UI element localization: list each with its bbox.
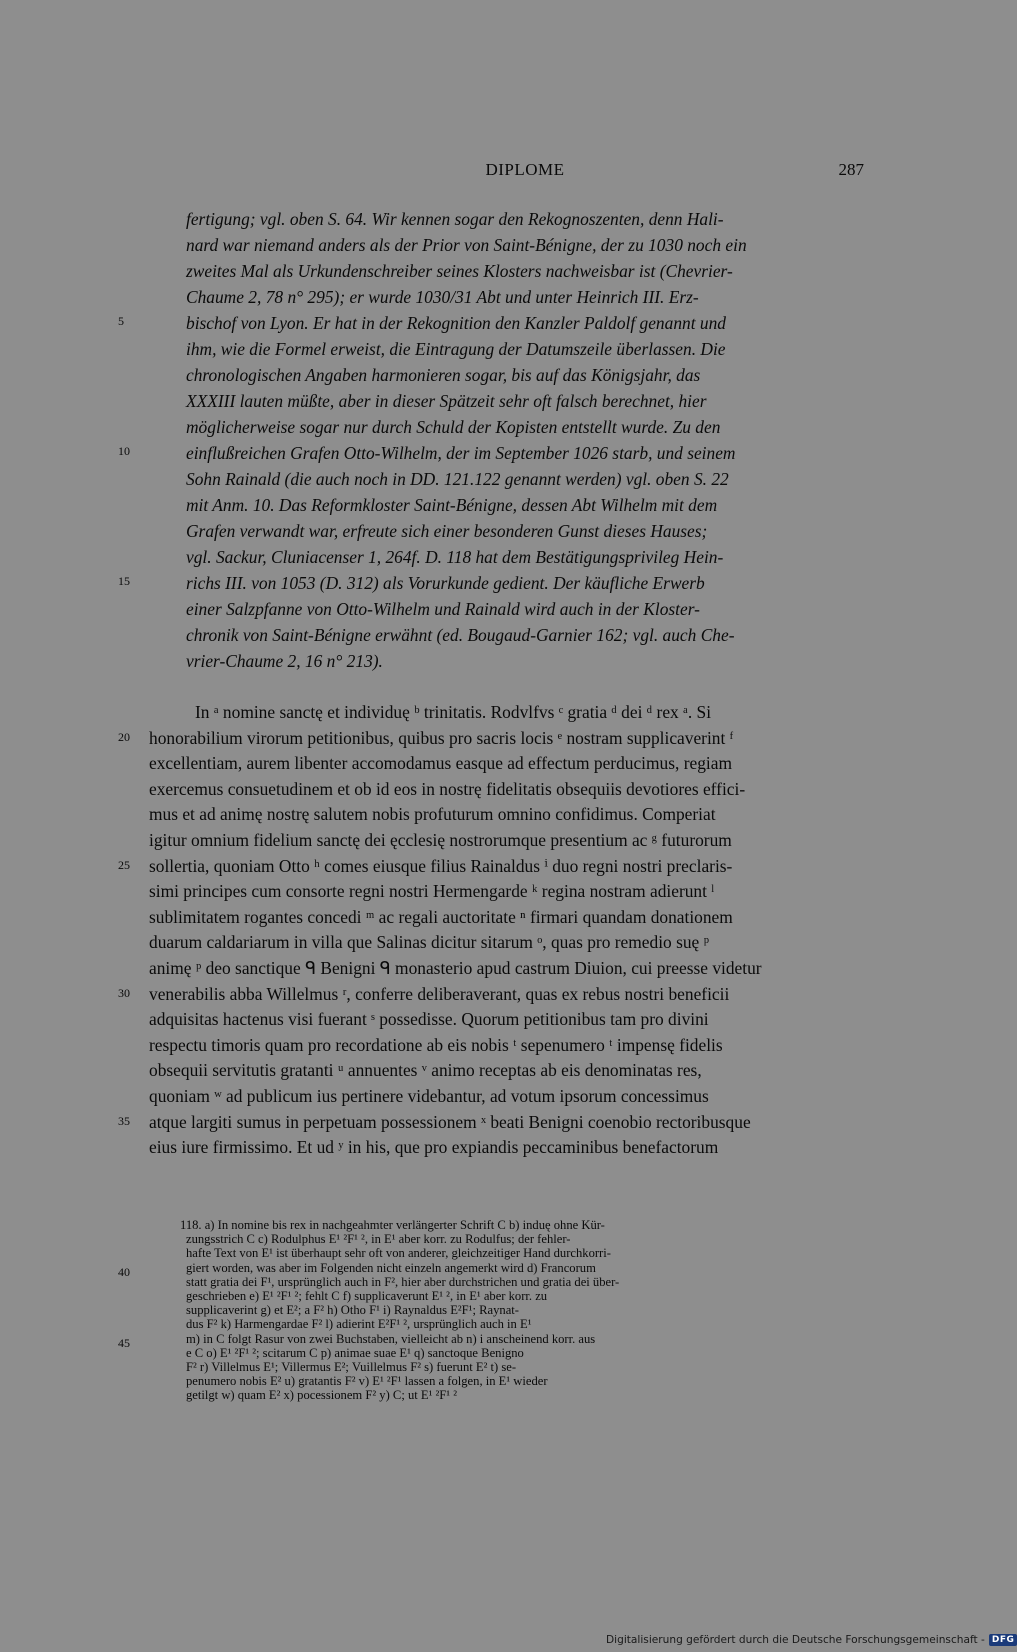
notes-line: geschrieben e) E¹ ²F¹ ²; fehlt C f) supplicaverunt E¹ ², in E¹ aber korr. zu (186, 1289, 548, 1304)
page-number: 287 (838, 160, 864, 179)
notes-line: F² r) Villelmus E¹; Villermus E²; Vuillelmus F² s) fuerunt E² t) se- (186, 1360, 517, 1375)
charter-line: adquisitas hactenus visi fuerant ˢ possedisse. Quorum petitionibus tam pro divini (149, 1009, 709, 1030)
commentary-line: fertigung; vgl. oben S. 64. Wir kennen sogar den Rekognoszenten, denn Hali- (186, 209, 724, 229)
notes-line: penumero nobis E² u) gratantis F² v) E¹ ²F¹ lassen a folgen, in E¹ wieder (186, 1374, 548, 1389)
charter-line: sollertia, quoniam Otto ʰ comes eiusque filius Rainaldus ⁱ duo regni nostri preclaris- (149, 855, 733, 876)
notes-line: dus F² k) Harmengardae F² l) adierint E²F¹ ², ursprünglich auch in E¹ (186, 1317, 532, 1332)
commentary-line: einer Salzpfanne von Otto-Wilhelm und Rainald wird auch in der Kloster- (186, 599, 700, 619)
digitization-footer (606, 1632, 1017, 1648)
line-number: 10 (118, 444, 130, 458)
charter-line: In ᵃ nomine sanctę et individuę ᵇ trinitatis. Rodvlfvs ᶜ gratia ᵈ dei ᵈ rex ᵃ. Si (195, 702, 712, 722)
dfg-logo-icon: DFG (989, 1634, 1017, 1646)
commentary-line: richs III. von 1053 (D. 312) als Vorurkunde gedient. Der käufliche Erwerb (186, 573, 705, 593)
charter-line: animę ᵖ deo sanctique ᑫ Benigni ᑫ monasterio apud castrum Diuion, cui preesse videtur (149, 957, 762, 978)
charter-line: quoniam ʷ ad publicum ius pertinere videbantur, ad votum ipsorum concessimus (149, 1085, 709, 1106)
line-number: 25 (118, 857, 130, 872)
commentary-line: möglicherweise sogar nur durch Schuld der Kopisten entstellt wurde. Zu den (186, 417, 721, 437)
critical-apparatus (180, 1218, 864, 1403)
footer-text: Digitalisierung gefördert durch die Deutsche Forschungsgemeinschaft - (606, 1634, 985, 1646)
charter-line: igitur omnium fidelium sanctę dei ęcclesię nostrorumque presentium ac ᵍ futurorum (149, 829, 732, 850)
line-number: 20 (118, 729, 130, 744)
charter-text (149, 700, 864, 1161)
notes-line: giert worden, was aber im Folgenden nicht einzeln angemerkt wird d) Francorum (186, 1260, 596, 1275)
running-title: DIPLOME (485, 160, 565, 179)
charter-line: eius iure firmissimo. Et ud ʸ in his, que pro expiandis peccaminibus benefactorum (149, 1137, 719, 1158)
commentary-line: einflußreichen Grafen Otto-Wilhelm, der im September 1026 starb, und seinem (186, 443, 736, 463)
charter-line: excellentiam, aurem libenter accomodamus easque ad effectum perducimus, regiam (149, 753, 732, 774)
commentary-text (186, 206, 864, 674)
charter-line: honorabilium virorum petitionibus, quibus pro sacris locis ᵉ nostram supplicaverint ᶠ (149, 727, 734, 748)
commentary-line: Chaume 2, 78 n° 295); er wurde 1030/31 Abt und unter Heinrich III. Erz- (186, 287, 699, 307)
line-number: 40 (118, 1264, 130, 1279)
charter-line: respectu timoris quam pro recordatione ab eis nobis ᵗ sepenumero ᵗ impensę fidelis (149, 1034, 723, 1055)
commentary-line: vgl. Sackur, Cluniacenser 1, 264f. D. 118 hat dem Bestätigungsprivileg Hein- (186, 547, 724, 567)
notes-line: 118. a) In nomine bis rex in nachgeahmter verlängerter Schrift C b) induę ohne Kür- (180, 1218, 605, 1232)
notes-line: e C o) E¹ ²F¹ ²; scitarum C p) animae suae E¹ q) sanctoque Benigno (186, 1345, 524, 1360)
commentary-line: chronik von Saint-Bénigne erwähnt (ed. Bougaud-Garnier 162; vgl. auch Che- (186, 625, 735, 645)
line-number: 5 (118, 314, 124, 328)
charter-line: atque largiti sumus in perpetuam possessionem ˣ beati Benigni coenobio rectoribusque (149, 1111, 751, 1132)
commentary-line: bischof von Lyon. Er hat in der Rekognition den Kanzler Paldolf genannt und (186, 313, 726, 333)
charter-line: mus et ad animę nostrę salutem nobis profuturum omnino confidimus. Comperiat (149, 804, 716, 825)
charter-line: venerabilis abba Willelmus ʳ, conferre deliberaverant, quas ex rebus nostri beneficii (149, 983, 730, 1004)
notes-line: m) in C folgt Rasur von zwei Buchstaben, vielleicht ab n) i anscheinend korr. aus (186, 1331, 596, 1346)
commentary-line: zweites Mal als Urkundenschreiber seines Klosters nachweisbar ist (Chevrier- (186, 261, 733, 281)
line-number: 30 (118, 985, 130, 1000)
charter-line: exercemus consuetudinem et ob id eos in nostrę fidelitatis obsequiis devotiores effici- (149, 778, 746, 799)
line-number: 35 (118, 1113, 130, 1128)
commentary-line: ihm, wie die Formel erweist, die Eintragung der Datumszeile überlassen. Die (186, 339, 726, 359)
notes-line: supplicaverint g) et E²; a F² h) Otho F¹ i) Raynaldus E²F¹; Raynat- (186, 1303, 519, 1318)
commentary-line: chronologischen Angaben harmonieren sogar, bis auf das Königsjahr, das (186, 365, 701, 385)
commentary-line: Grafen verwandt war, erfreute sich einer besonderen Gunst dieses Hauses; (186, 521, 708, 541)
line-number: 45 (118, 1335, 130, 1350)
commentary-line: vrier-Chaume 2, 16 n° 213). (186, 651, 383, 671)
charter-line: duarum caldariarum in villa que Salinas dicitur sitarum ᵒ, quas pro remedio suę ᵖ (149, 932, 710, 953)
notes-line: hafte Text von E¹ ist überhaupt sehr oft von anderer, gleichzeitiger Hand durchkorri- (186, 1246, 611, 1261)
commentary-line: XXXIII lauten müßte, aber in dieser Spätzeit sehr oft falsch berechnet, hier (186, 391, 707, 411)
charter-line: simi principes cum consorte regni nostri Hermengarde ᵏ regina nostram adierunt ˡ (149, 881, 715, 902)
commentary-line: mit Anm. 10. Das Reformkloster Saint-Bénigne, dessen Abt Wilhelm mit dem (186, 495, 718, 515)
commentary-line: Sohn Rainald (die auch noch in DD. 121.122 genannt werden) vgl. oben S. 22 (186, 469, 729, 489)
running-header (186, 160, 864, 186)
notes-line: getilgt w) quam E² x) pocessionem F² y) C; ut E¹ ²F¹ ² (186, 1388, 458, 1403)
commentary-line: nard war niemand anders als der Prior von Saint-Bénigne, der zu 1030 noch ein (186, 235, 747, 255)
charter-line: obsequii servitutis gratanti ᵘ annuentes ᵛ animo receptas ab eis denominatas res, (149, 1060, 702, 1081)
notes-line: zungsstrich C c) Rodulphus E¹ ²F¹ ², in E¹ aber korr. zu Rodulfus; der fehler- (186, 1232, 571, 1247)
charter-line: sublimitatem rogantes concedi ᵐ ac regali auctoritate ⁿ firmari quandam donationem (149, 906, 733, 927)
notes-line: statt gratia dei F¹, ursprünglich auch in F², hier aber durchstrichen und gratia dei über- (186, 1274, 620, 1289)
line-number: 15 (118, 574, 130, 588)
